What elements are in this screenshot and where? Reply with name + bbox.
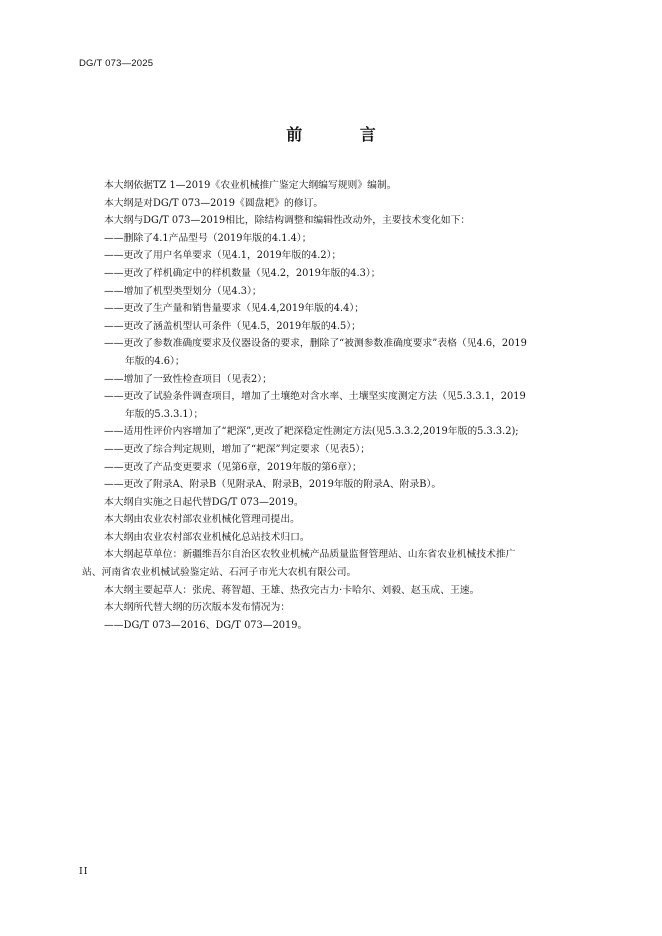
paragraph: 本大纲所代替大纲的历次版本发布情况为： [104,602,291,614]
change-item: ——更改了生产量和销售量要求（见4.4,2019年版的4.4）； [104,303,365,315]
change-item: ——DG/T 073—2016、DG/T 073—2019。 [104,619,308,631]
paragraph: 本大纲起草单位：新疆维吾尔自治区农牧业机械产品质量监督管理站、山东省农业机械技术推广 [104,549,516,561]
change-item: ——更改了试验条件调查项目，增加了土壤绝对含水率、土壤坚实度测定方法（见5.3.3.1，2019 [104,391,526,403]
document-code: DG/T 073—2025 [79,58,154,69]
document-body [82,177,604,634]
change-item: ——更改了用户名单要求（见4.1，2019年版的4.2）； [104,250,342,262]
change-item: ——更改了综合判定规则，增加了“耙深”判定要求（见表5）； [104,443,371,455]
paragraph: 本大纲由农业农村部农业机械化管理司提出。 [104,514,300,526]
change-item-continuation: 年版的5.3.3.1）； [125,408,204,420]
paragraph: 本大纲是对DG/T 073—2019《圆盘耙》的修订。 [104,197,324,209]
paragraph: 本大纲主要起草人：张虎、蒋智超、王雄、热孜完古力·卡哈尔、刘毅、赵玉成、王速。 [104,584,480,596]
change-item: ——增加了机型类型划分（见4.3）； [104,285,262,297]
paragraph: 本大纲自实施之日起代替DG/T 073—2019。 [104,496,304,508]
page-title: 前 言 [286,125,402,144]
change-item: ——更改了产品变更要求（见第6章，2019年版的第6章）； [104,461,362,473]
paragraph: 本大纲与DG/T 073—2019相比，除结构调整和编辑性改动外，主要技术变化如下： [104,215,471,227]
change-item: ——更改了样机确定中的样机数量（见4.2，2019年版的4.3）； [104,267,381,279]
change-item: ——更改了参数准确度要求及仪器设备的要求，删除了“被测参数准确度要求”表格（见4.6，2019 [104,338,527,350]
change-item: ——增加了一致性检查项目（见表2）； [104,373,272,385]
paragraph-continuation: 站、河南省农业机械试验鉴定站、石河子市光大农机有限公司。 [82,567,357,579]
change-item: ——删除了4.1产品型号（2019年版的4.1.4）； [104,232,312,244]
paragraph: 本大纲由农业农村部农业机械化总站技术归口。 [104,531,310,543]
paragraph: 本大纲依据TZ 1—2019《农业机械推广鉴定大纲编写规则》编制。 [104,180,397,191]
change-item: ——适用性评价内容增加了“耙深”,更改了耙深稳定性测定方法(见5.3.3.2,2019年版的5.3.3.2); [104,426,519,438]
page-number: II [79,866,89,877]
change-item: ——更改了涵盖机型认可条件（见4.5，2019年版的4.5）； [104,320,361,332]
change-item: ——更改了附录A、附录B（见附录A、附录B，2019年版的附录A、附录B）。 [104,479,442,491]
change-item-continuation: 年版的4.6）； [125,355,185,367]
